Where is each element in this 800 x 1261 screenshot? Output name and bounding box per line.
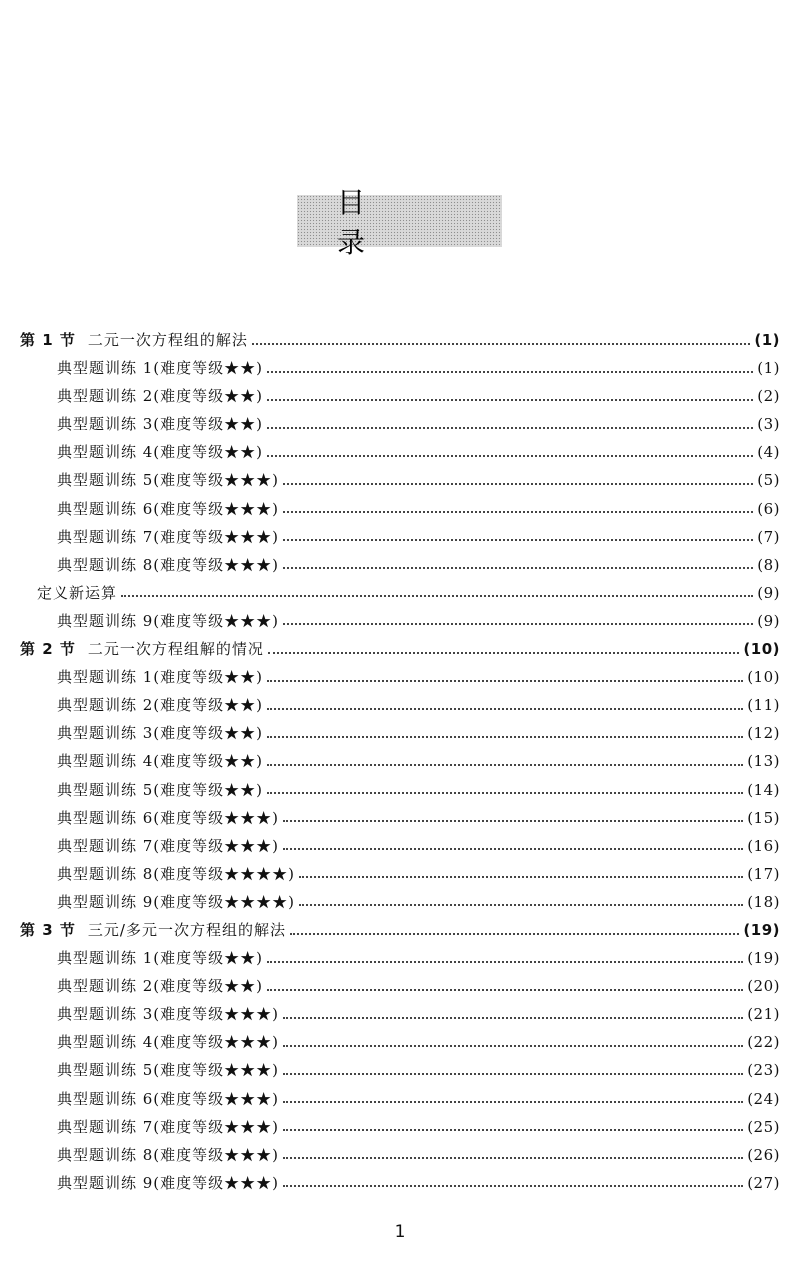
toc-label	[20, 916, 286, 944]
toc-entry[interactable]	[0, 663, 800, 691]
toc-page-ref: (4)	[757, 443, 780, 462]
toc-entry[interactable]	[0, 1113, 800, 1141]
section-title: 三元/多元一次方程组的解法	[87, 920, 286, 939]
toc-label: 典型题训练 2(难度等级★★)	[57, 696, 264, 715]
toc-label: 典型题训练 1(难度等级★★)	[57, 359, 264, 378]
section-title: 二元一次方程组解的情况	[87, 640, 264, 659]
dot-leader	[267, 426, 753, 429]
dot-leader	[283, 1100, 743, 1103]
section-title: 二元一次方程组的解法	[87, 331, 248, 349]
toc-entry[interactable]	[0, 832, 800, 860]
toc-page-ref: (20)	[747, 977, 780, 996]
toc-entry[interactable]	[0, 1028, 800, 1056]
toc-page-ref: (17)	[747, 864, 780, 883]
dot-leader	[283, 538, 753, 541]
toc-page-ref: (7)	[757, 527, 780, 546]
dot-leader	[267, 960, 743, 963]
dot-leader	[283, 819, 743, 822]
toc-page-ref: (21)	[747, 1005, 780, 1024]
dot-leader	[290, 932, 739, 935]
toc-page-ref: (9)	[757, 583, 780, 602]
toc-page-ref: (2)	[757, 387, 780, 406]
toc-page-ref: (14)	[747, 780, 780, 799]
toc-label: 典型题训练 2(难度等级★★)	[57, 387, 264, 406]
toc-page-ref: (10)	[747, 668, 780, 687]
section-number: 第 3 节	[20, 920, 76, 939]
toc-page-ref: (1)	[757, 359, 780, 378]
toc-label: 典型题训练 6(难度等级★★★)	[57, 1089, 280, 1108]
toc-entry[interactable]	[0, 354, 800, 382]
toc-entry[interactable]	[0, 551, 800, 579]
toc-page-ref: (26)	[747, 1145, 780, 1164]
toc-label: 典型题训练 7(难度等级★★★)	[57, 1117, 280, 1136]
dot-leader	[267, 707, 743, 710]
toc-entry[interactable]	[0, 495, 800, 523]
toc-label: 典型题训练 8(难度等级★★★)	[57, 555, 280, 574]
toc-entry[interactable]	[0, 1000, 800, 1028]
table-of-contents	[0, 326, 800, 1197]
toc-label: 典型题训练 5(难度等级★★)	[57, 780, 264, 799]
toc-page-ref: (6)	[757, 499, 780, 518]
toc-entry[interactable]	[0, 776, 800, 804]
toc-page-ref: (18)	[747, 892, 780, 911]
dot-leader	[283, 1016, 743, 1019]
toc-entry[interactable]	[0, 1169, 800, 1197]
toc-entry[interactable]	[0, 579, 800, 607]
dot-leader	[283, 1184, 743, 1187]
dot-leader	[283, 847, 743, 850]
toc-label: 典型题训练 1(难度等级★★)	[57, 668, 264, 687]
page-number: 1	[394, 1222, 406, 1242]
toc-label: 典型题训练 8(难度等级★★★)	[57, 1145, 280, 1164]
toc-label: 典型题训练 4(难度等级★★★)	[57, 1033, 280, 1052]
toc-entry[interactable]	[0, 804, 800, 832]
dot-leader	[252, 342, 750, 345]
toc-entry[interactable]	[0, 1056, 800, 1084]
toc-page-ref: (1)	[754, 331, 780, 349]
toc-label	[20, 326, 248, 354]
toc-label: 典型题训练 9(难度等级★★★★)	[57, 892, 296, 911]
toc-page-ref: (11)	[747, 696, 780, 715]
toc-label: 典型题训练 6(难度等级★★★)	[57, 808, 280, 827]
toc-entry[interactable]	[0, 466, 800, 494]
toc-page-ref: (27)	[747, 1173, 780, 1192]
toc-page-ref: (15)	[747, 808, 780, 827]
toc-page-ref: (12)	[747, 724, 780, 743]
toc-entry[interactable]	[0, 523, 800, 551]
toc-section[interactable]	[0, 635, 800, 663]
toc-entry[interactable]	[0, 691, 800, 719]
dot-leader	[121, 594, 753, 597]
toc-page-ref: (23)	[747, 1061, 780, 1080]
dot-leader	[267, 791, 743, 794]
page-title: 目 录	[337, 186, 406, 259]
dot-leader	[267, 454, 753, 457]
dot-leader	[267, 763, 743, 766]
toc-label: 典型题训练 8(难度等级★★★★)	[57, 864, 296, 883]
toc-label: 典型题训练 4(难度等级★★)	[57, 443, 264, 462]
toc-label: 典型题训练 6(难度等级★★★)	[57, 499, 280, 518]
toc-label: 典型题训练 3(难度等级★★)	[57, 724, 264, 743]
toc-label: 典型题训练 2(难度等级★★)	[57, 977, 264, 996]
toc-title-banner	[297, 186, 502, 259]
toc-label: 典型题训练 7(难度等级★★★)	[57, 527, 280, 546]
toc-entry[interactable]	[0, 410, 800, 438]
toc-label: 定义新运算	[37, 583, 118, 602]
dot-leader	[283, 1044, 743, 1047]
dot-leader	[283, 1156, 743, 1159]
toc-label: 典型题训练 3(难度等级★★)	[57, 415, 264, 434]
toc-page-ref: (13)	[747, 752, 780, 771]
toc-page-ref: (5)	[757, 471, 780, 490]
section-number: 第 1 节	[20, 331, 76, 349]
toc-entry[interactable]	[0, 382, 800, 410]
dot-leader	[299, 903, 743, 906]
toc-entry[interactable]	[0, 1141, 800, 1169]
toc-page-ref: (16)	[747, 836, 780, 855]
dot-leader	[267, 735, 743, 738]
dot-leader	[267, 679, 743, 682]
dot-leader	[283, 510, 753, 513]
toc-section[interactable]	[0, 916, 800, 944]
toc-page-ref: (24)	[747, 1089, 780, 1108]
toc-page-ref: (10)	[743, 640, 780, 659]
dot-leader	[299, 875, 743, 878]
toc-label: 典型题训练 7(难度等级★★★)	[57, 836, 280, 855]
dot-leader	[283, 1072, 743, 1075]
toc-page-ref: (19)	[743, 920, 780, 939]
dot-leader	[267, 370, 753, 373]
dot-leader	[267, 398, 753, 401]
toc-label: 典型题训练 5(难度等级★★★)	[57, 471, 280, 490]
toc-entry[interactable]	[0, 438, 800, 466]
toc-entry[interactable]	[0, 860, 800, 888]
toc-label: 典型题训练 3(难度等级★★★)	[57, 1005, 280, 1024]
dot-leader	[283, 482, 753, 485]
dot-leader	[283, 622, 753, 625]
toc-page-ref: (9)	[757, 611, 780, 630]
toc-label: 典型题训练 5(难度等级★★★)	[57, 1061, 280, 1080]
toc-page-ref: (19)	[747, 949, 780, 968]
toc-page-ref: (8)	[757, 555, 780, 574]
toc-label	[20, 635, 264, 663]
toc-entry[interactable]	[0, 888, 800, 916]
section-number: 第 2 节	[20, 640, 76, 659]
toc-entry[interactable]	[0, 607, 800, 635]
toc-entry[interactable]	[0, 747, 800, 775]
toc-page-ref: (3)	[757, 415, 780, 434]
dot-leader	[268, 651, 740, 654]
toc-entry[interactable]	[0, 1085, 800, 1113]
dot-leader	[283, 566, 753, 569]
toc-label: 典型题训练 9(难度等级★★★)	[57, 1173, 280, 1192]
toc-section[interactable]	[0, 326, 800, 354]
toc-label: 典型题训练 9(难度等级★★★)	[57, 611, 280, 630]
toc-page-ref: (25)	[747, 1117, 780, 1136]
toc-label: 典型题训练 1(难度等级★★)	[57, 949, 264, 968]
toc-label: 典型题训练 4(难度等级★★)	[57, 752, 264, 771]
dot-leader	[267, 988, 743, 991]
toc-page-ref: (22)	[747, 1033, 780, 1052]
toc-entry[interactable]	[0, 719, 800, 747]
dot-leader	[283, 1128, 743, 1131]
toc-entry[interactable]	[0, 944, 800, 972]
toc-entry[interactable]	[0, 972, 800, 1000]
